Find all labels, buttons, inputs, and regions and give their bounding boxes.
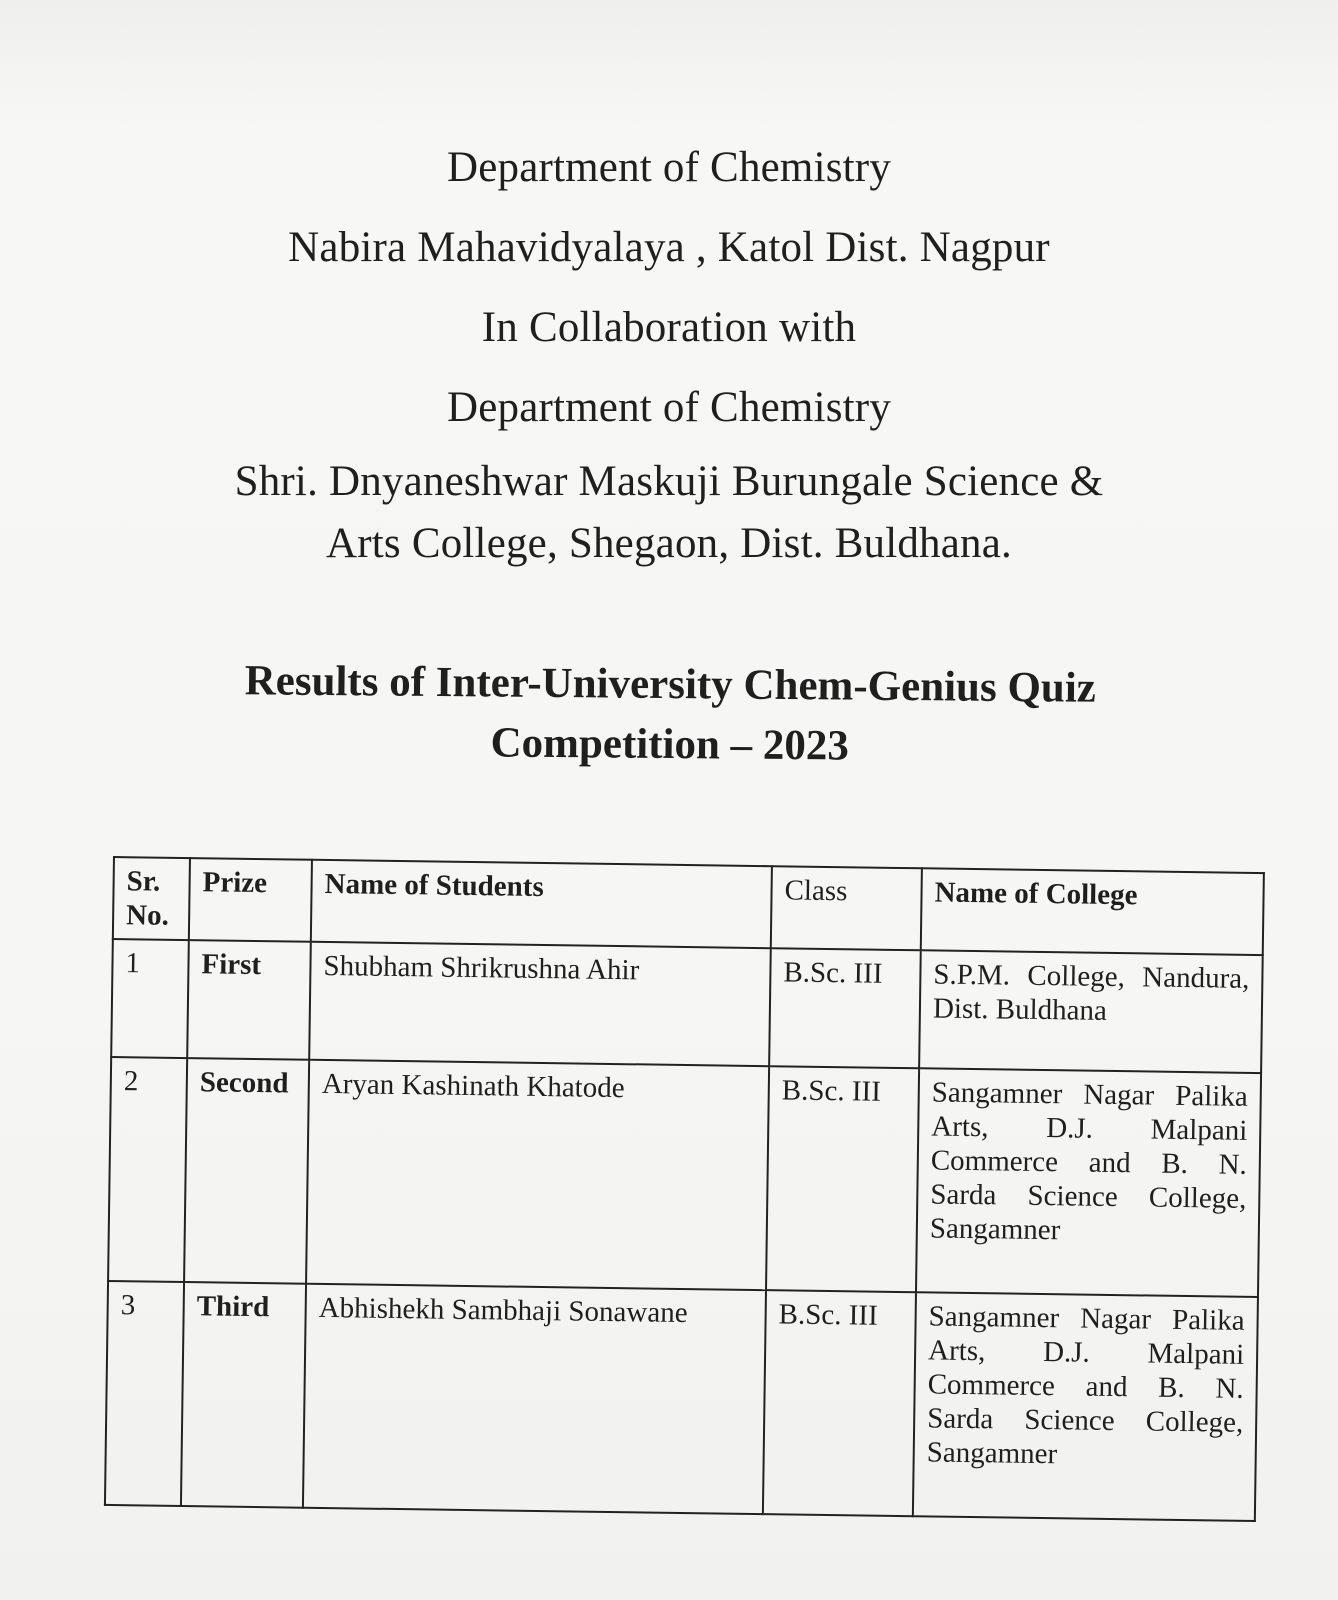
table-header-row [113, 857, 1264, 955]
header-prize: Prize [189, 858, 312, 942]
cell-student-name: Shubham Shrikrushna Ahir [309, 942, 771, 1066]
results-title-line-2: Competition – 2023 [490, 719, 850, 770]
header-partner-college-line-1: Shri. Dnyaneshwar Maskuji Burungale Science & [234, 458, 1104, 505]
header-department-line: Department of Chemistry [446, 144, 892, 191]
cell-class: B.Sc. III [769, 948, 921, 1068]
results-table [104, 856, 1265, 1522]
header-collaboration-line: In Collaboration with [481, 304, 857, 351]
cell-sr-no: 2 [108, 1057, 187, 1282]
header-institution-line: Nabira Mahavidyalaya , Katol Dist. Nagpur [288, 224, 1050, 271]
cell-college-name: Sangamner Nagar Palika Arts, D.J. Malpani Commerce and B. N. Sarda Science College, Sangamner [916, 1068, 1261, 1297]
cell-prize: First [187, 940, 311, 1060]
header-college-name: Name of College [921, 868, 1264, 955]
header-class: Class [771, 866, 922, 950]
header-partner-department-line: Department of Chemistry [446, 384, 892, 431]
results-table-wrapper [104, 856, 1265, 1522]
header-partner-college-line-2: Arts College, Shegaon, Dist. Buldhana. [326, 520, 1012, 567]
cell-prize: Third [181, 1282, 306, 1508]
cell-class: B.Sc. III [766, 1066, 919, 1292]
table-row [108, 1057, 1261, 1297]
cell-prize: Second [184, 1058, 309, 1284]
results-title-line-1: Results of Inter-University Chem-Genius Quiz [244, 657, 1097, 712]
cell-student-name: Aryan Kashinath Khatode [306, 1060, 769, 1290]
cell-college-name: S.P.M. College, Nandura, Dist. Buldhana [919, 950, 1263, 1073]
results-title [149, 650, 1190, 779]
letterhead [0, 128, 1338, 572]
header-student-name: Name of Students [311, 860, 772, 948]
header-sr-no: Sr. No. [113, 857, 190, 940]
cell-student-name: Abhishekh Sambhaji Sonawane [303, 1284, 766, 1514]
cell-class: B.Sc. III [763, 1290, 916, 1516]
cell-college-name: Sangamner Nagar Palika Arts, D.J. Malpani Commerce and B. N. Sarda Science College, Sangamner [913, 1292, 1258, 1521]
cell-sr-no: 1 [111, 939, 189, 1058]
table-row [105, 1281, 1258, 1521]
table-row [111, 939, 1263, 1073]
cell-sr-no: 3 [105, 1281, 184, 1506]
